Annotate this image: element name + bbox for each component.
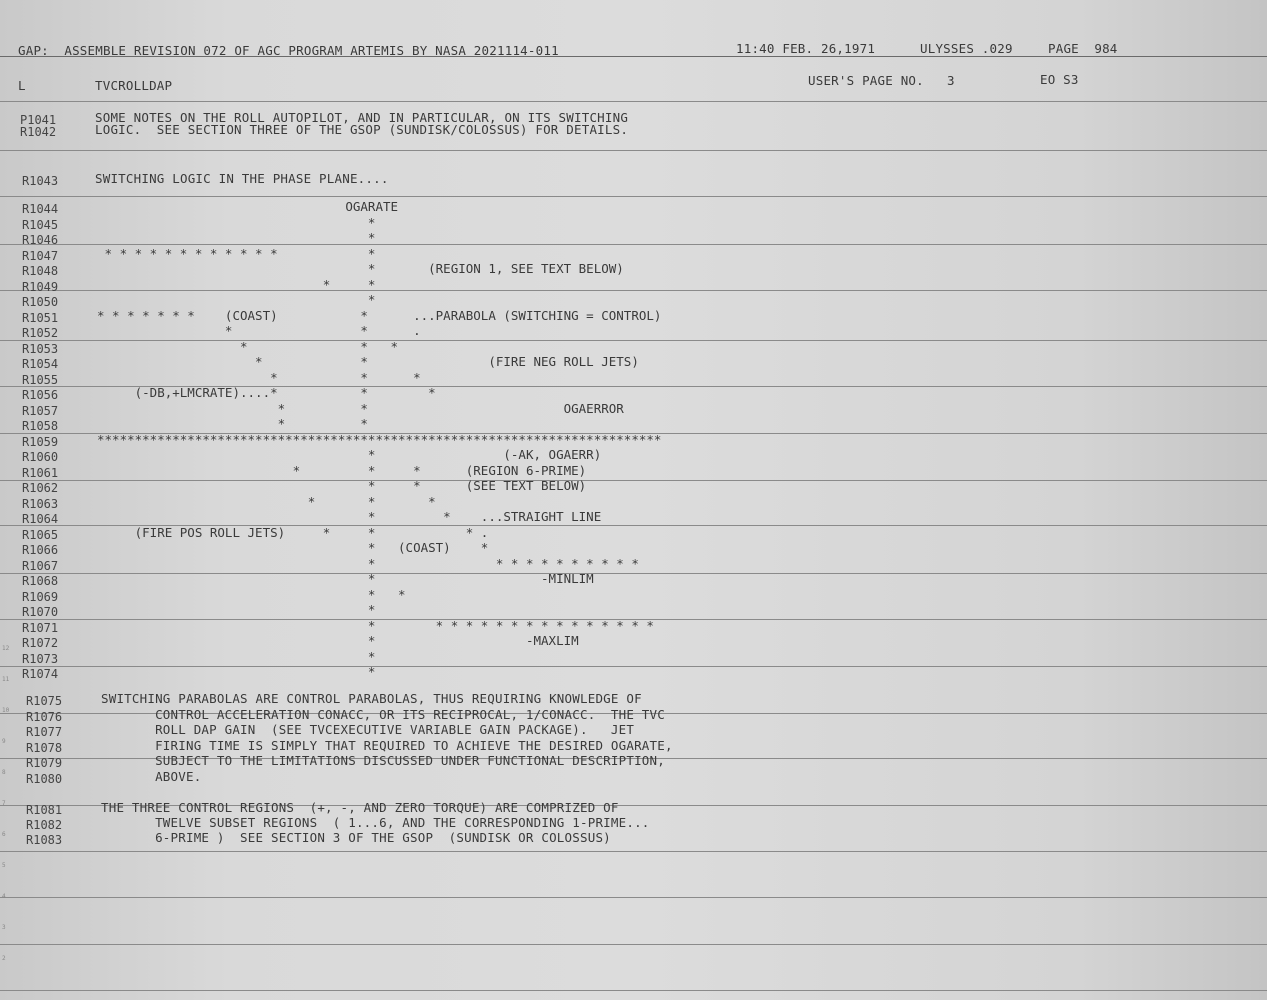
eo-code: EO S3 bbox=[1040, 72, 1079, 87]
margin-mark: 8 bbox=[2, 769, 6, 776]
plot-row: * * (SEE TEXT BELOW) bbox=[97, 478, 587, 493]
header-ulysses: ULYSSES .029 bbox=[920, 41, 1013, 56]
plot-row: * * bbox=[97, 276, 376, 292]
plot-row: * -MAXLIM bbox=[97, 633, 579, 648]
line-number: R1053 bbox=[22, 341, 59, 356]
line-number: R1076 bbox=[26, 709, 63, 724]
program-name: TVCROLLDAP bbox=[95, 78, 173, 93]
margin-mark: 7 bbox=[2, 800, 6, 807]
line-number: R1066 bbox=[22, 543, 59, 557]
plot-row: * * ...STRAIGHT LINE bbox=[97, 509, 602, 524]
line-number: R1078 bbox=[26, 740, 63, 755]
line-number: R1045 bbox=[22, 217, 59, 232]
line-number: R1064 bbox=[22, 512, 59, 526]
paragraph-line: SUBJECT TO THE LIMITATIONS DISCUSSED UNDER FUNCTIONAL DESCRIPTION, bbox=[101, 753, 665, 768]
rule bbox=[0, 990, 1267, 991]
plot-row: * * bbox=[97, 586, 406, 602]
line-number: R1044 bbox=[22, 202, 59, 216]
line-number: R1059 bbox=[22, 434, 59, 449]
line-number: R1057 bbox=[22, 403, 59, 418]
line-number: R1056 bbox=[22, 388, 59, 402]
plot-row: * * OGAERROR bbox=[97, 400, 624, 416]
line-number: R1060 bbox=[22, 450, 59, 464]
plot-title: SWITCHING LOGIC IN THE PHASE PLANE.... bbox=[95, 171, 389, 186]
header-time: 11:40 FEB. 26,1971 bbox=[736, 41, 876, 56]
line-number: R1081 bbox=[26, 803, 63, 817]
plot-row: * * * bbox=[97, 493, 436, 509]
paragraph-line: FIRING TIME IS SIMPLY THAT REQUIRED TO ACHIEVE THE DESIRED OGARATE, bbox=[101, 737, 673, 753]
paragraph-line: TWELVE SUBSET REGIONS ( 1...6, AND THE CORRESPONDING 1-PRIME... bbox=[101, 815, 650, 830]
rule bbox=[0, 897, 1267, 898]
line-number: R1070 bbox=[22, 605, 59, 619]
margin-mark: 4 bbox=[2, 893, 6, 900]
note-text: LOGIC. SEE SECTION THREE OF THE GSOP (SUNDISK/COLOSSUS) FOR DETAILS. bbox=[95, 122, 629, 137]
line-number: P1041 bbox=[20, 113, 57, 127]
users-page-number: USER'S PAGE NO. 3 bbox=[808, 73, 955, 88]
note-text: SOME NOTES ON THE ROLL AUTOPILOT, AND IN PARTICULAR, ON ITS SWITCHING bbox=[95, 110, 629, 125]
plot-row: * * . bbox=[97, 323, 421, 338]
header-page: PAGE 984 bbox=[1048, 41, 1118, 56]
line-number: R1043 bbox=[22, 174, 59, 188]
line-number: R1049 bbox=[22, 279, 59, 294]
plot-row: *************************************************************************** bbox=[97, 431, 662, 447]
column-marker: L bbox=[18, 78, 26, 93]
rule bbox=[0, 150, 1267, 151]
margin-mark: 9 bbox=[2, 738, 6, 745]
line-number: R1058 bbox=[22, 419, 59, 433]
plot-row: * * * * * * * (COAST) * ...PARABOLA (SWITCHING = CONTROL) bbox=[97, 307, 662, 323]
plot-row: (FIRE POS ROLL JETS) * * * . bbox=[97, 524, 489, 540]
line-number: R1080 bbox=[26, 771, 63, 786]
paragraph-line: 6-PRIME ) SEE SECTION 3 OF THE GSOP (SUNDISK OR COLOSSUS) bbox=[101, 830, 611, 845]
rule bbox=[0, 196, 1267, 197]
margin-mark: 11 bbox=[2, 676, 10, 683]
line-number: R1061 bbox=[22, 465, 59, 480]
line-number: R1042 bbox=[20, 125, 57, 139]
line-number: R1047 bbox=[22, 248, 59, 263]
paragraph-line: CONTROL ACCELERATION CONACC, OR ITS RECIPROCAL, 1/CONACC. THE TVC bbox=[101, 706, 665, 722]
line-number: R1075 bbox=[26, 694, 63, 708]
line-number: R1063 bbox=[22, 496, 59, 511]
plot-row: (-DB,+LMCRATE)....* * * bbox=[97, 385, 436, 400]
line-number: R1055 bbox=[22, 372, 59, 387]
line-number: R1074 bbox=[22, 667, 59, 681]
plot-row: * bbox=[97, 602, 376, 617]
plot-row: * bbox=[97, 292, 376, 307]
margin-mark: 5 bbox=[2, 862, 6, 869]
line-number: R1052 bbox=[22, 326, 59, 340]
line-number: R1072 bbox=[22, 636, 59, 650]
plot-row: * bbox=[97, 230, 376, 245]
line-number: R1054 bbox=[22, 357, 59, 371]
line-number: R1073 bbox=[22, 651, 59, 666]
plot-row: * bbox=[97, 648, 376, 664]
paragraph-line: SWITCHING PARABOLAS ARE CONTROL PARABOLAS, THUS REQUIRING KNOWLEDGE OF bbox=[101, 691, 642, 706]
rule bbox=[0, 851, 1267, 852]
line-number: R1050 bbox=[22, 295, 59, 309]
rule bbox=[0, 101, 1267, 102]
plot-row: * * * (REGION 6-PRIME) bbox=[97, 462, 587, 478]
line-number: R1046 bbox=[22, 233, 59, 247]
plot-row: * (REGION 1, SEE TEXT BELOW) bbox=[97, 261, 624, 276]
plot-row: * (COAST) * bbox=[97, 540, 489, 555]
margin-mark: 10 bbox=[2, 707, 10, 714]
line-number: R1079 bbox=[26, 756, 63, 770]
paragraph-line: ROLL DAP GAIN (SEE TVCEXECUTIVE VARIABLE GAIN PACKAGE). JET bbox=[101, 722, 635, 737]
plot-row: * * * * * * * * * * * * * * * * bbox=[97, 617, 654, 633]
line-number: R1051 bbox=[22, 310, 59, 325]
plot-row: * * (FIRE NEG ROLL JETS) bbox=[97, 354, 639, 369]
line-number: R1071 bbox=[22, 620, 59, 635]
line-number: R1069 bbox=[22, 589, 59, 604]
plot-row: * * bbox=[97, 416, 368, 431]
plot-row: * * * * * * * * * * * * * bbox=[97, 245, 376, 261]
plot-row: * (-AK, OGAERR) bbox=[97, 447, 602, 462]
plot-row: * -MINLIM bbox=[97, 571, 594, 586]
plot-row: * bbox=[97, 664, 376, 679]
margin-mark: 12 bbox=[2, 645, 10, 652]
paragraph-line: ABOVE. bbox=[101, 768, 202, 784]
margin-mark: 3 bbox=[2, 924, 6, 931]
margin-mark: 2 bbox=[2, 955, 6, 962]
line-number: R1048 bbox=[22, 264, 59, 278]
line-number: R1077 bbox=[26, 725, 63, 739]
plot-row: OGARATE bbox=[97, 199, 399, 214]
plot-row: * * * bbox=[97, 338, 399, 354]
line-number: R1062 bbox=[22, 481, 59, 495]
plot-row: * bbox=[97, 214, 376, 230]
line-number: R1065 bbox=[22, 527, 59, 542]
line-number: R1067 bbox=[22, 558, 59, 573]
line-number: R1068 bbox=[22, 574, 59, 588]
header-title: GAP: ASSEMBLE REVISION 072 OF AGC PROGRAM ARTEMIS BY NASA 2021114-011 bbox=[18, 43, 559, 58]
rule bbox=[0, 944, 1267, 945]
margin-mark: 6 bbox=[2, 831, 6, 838]
plot-row: * * * bbox=[97, 369, 421, 385]
line-number: R1083 bbox=[26, 833, 63, 847]
line-number: R1082 bbox=[26, 818, 63, 832]
paragraph-line: THE THREE CONTROL REGIONS (+, -, AND ZERO TORQUE) ARE COMPRIZED OF bbox=[101, 800, 619, 815]
plot-row: * * * * * * * * * * * bbox=[97, 555, 639, 571]
